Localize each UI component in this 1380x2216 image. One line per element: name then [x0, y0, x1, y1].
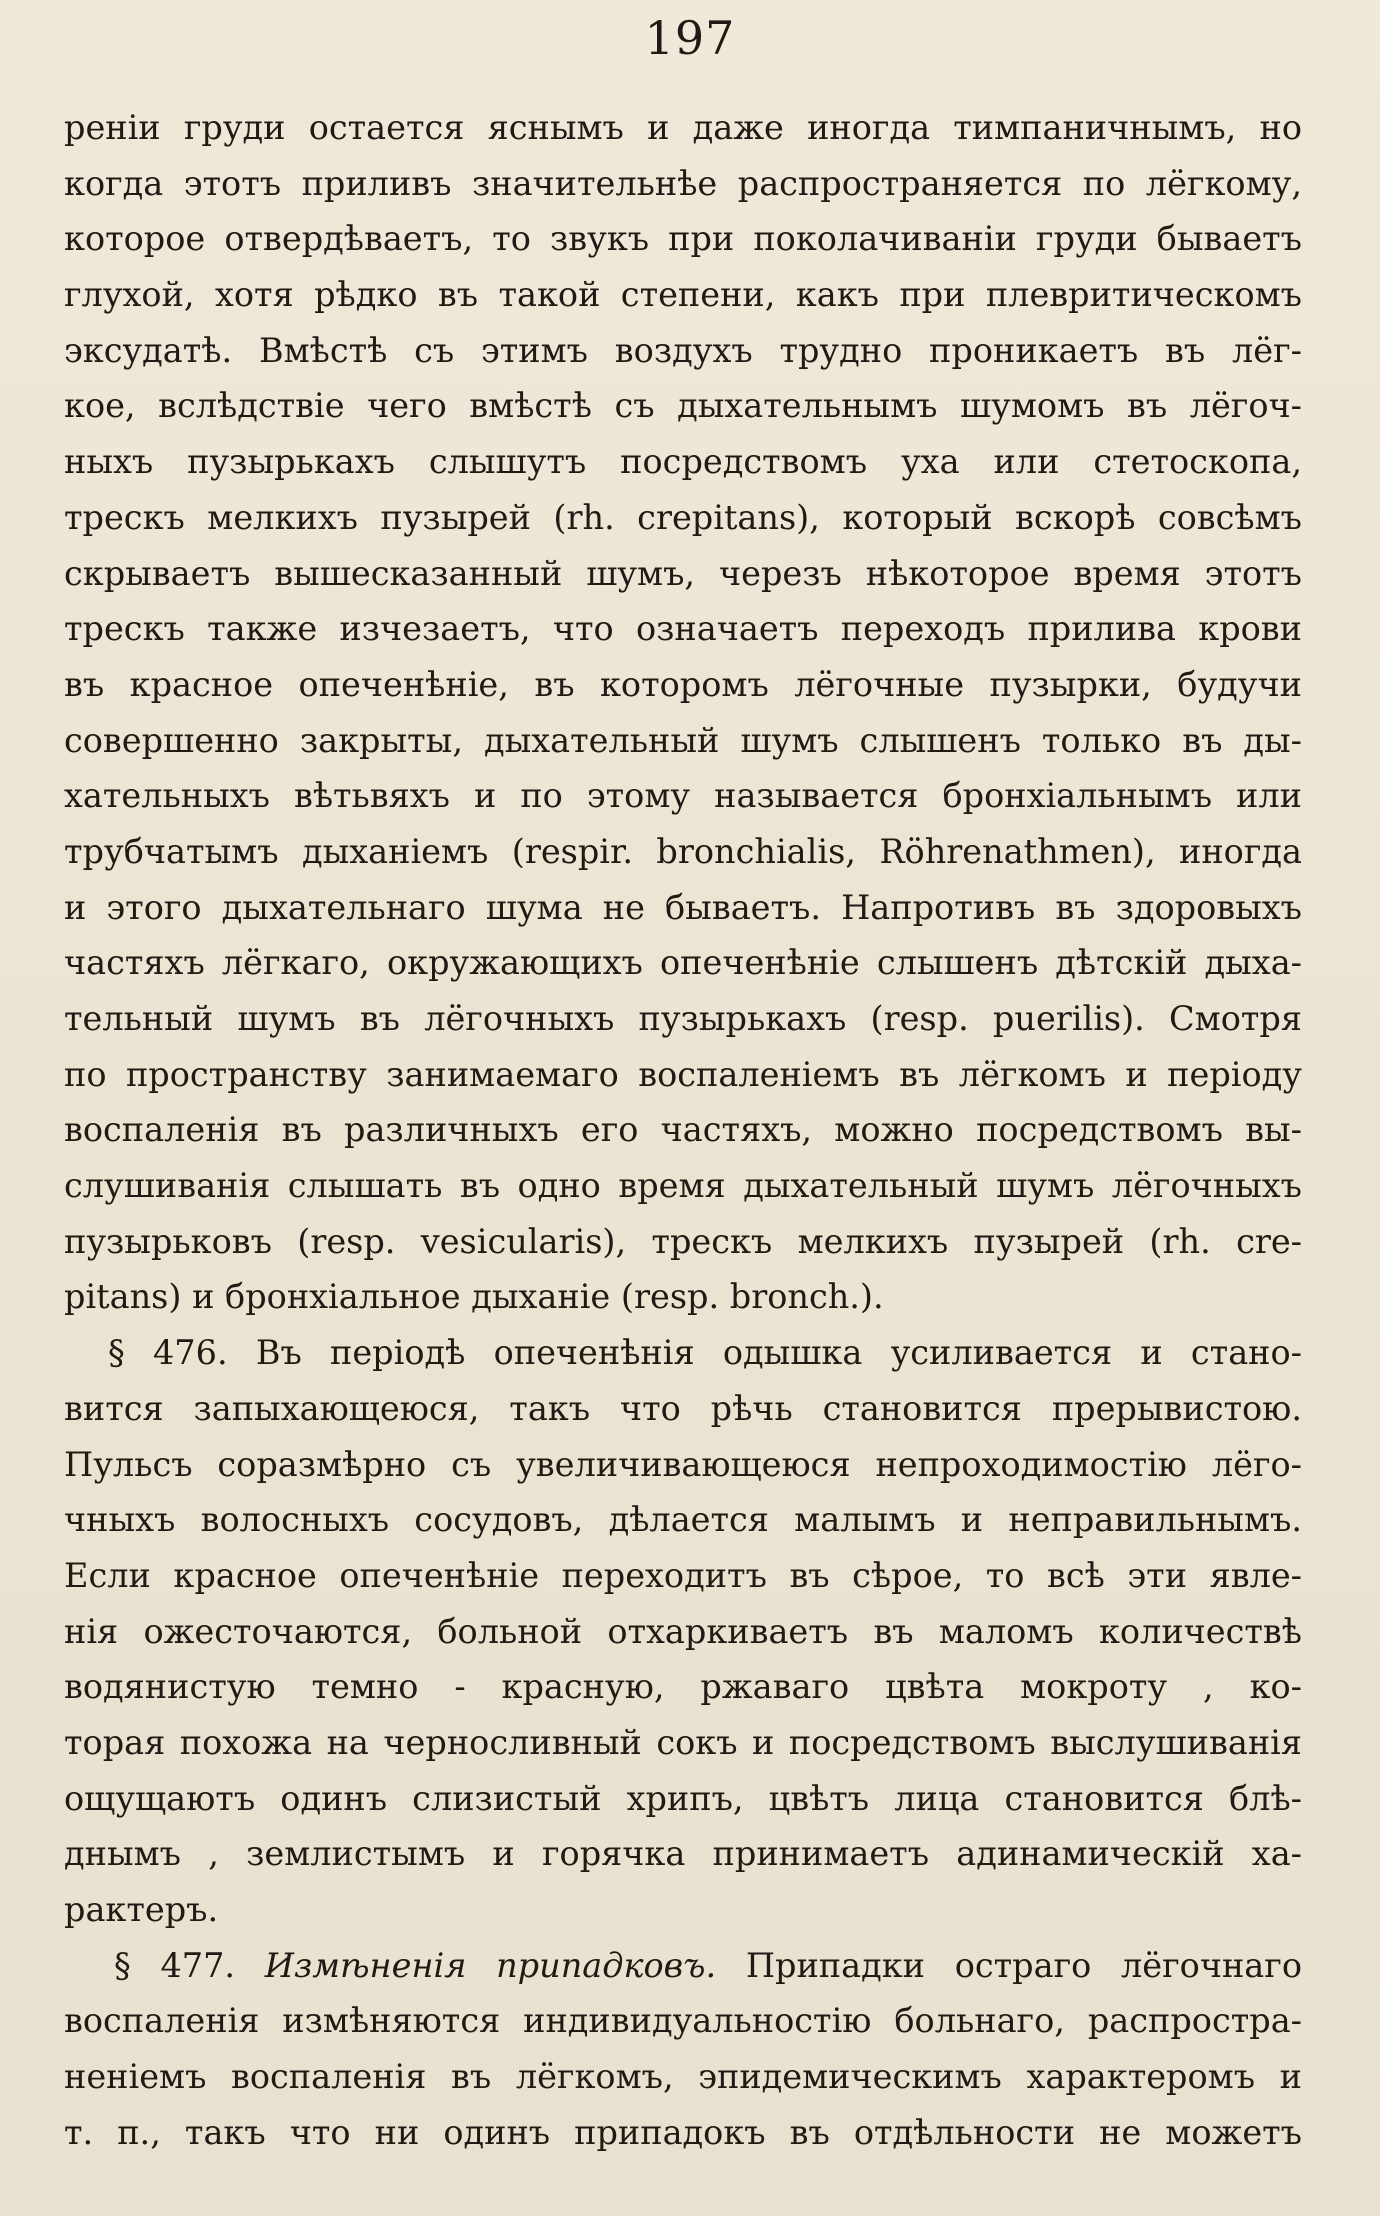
- text-line: ненiемъ воспаленiя въ лёгкомъ, эпидемическимъ характеромъ и: [64, 2057, 1302, 2097]
- text-line: ощущаютъ одинъ слизистый хрипъ, цвѣтъ лица становится блѣ-: [64, 1778, 1302, 1818]
- text-line: нiя ожесточаются, больной отхаркиваетъ въ маломъ количествѣ: [64, 1611, 1302, 1651]
- text-line: днымъ , землистымъ и горячка принимаетъ адинамическiй ха-: [64, 1834, 1302, 1874]
- section-477-heading: [64, 1938, 1302, 1994]
- text-line: по пространству занимаемаго воспаленiемъ въ лёгкомъ и перiоду: [64, 1054, 1302, 1094]
- text-line: пузырьковъ (resp. vesicularis), трескъ мелкихъ пузырей (rh. cre-: [64, 1221, 1302, 1261]
- text-line: эксудатѣ. Вмѣстѣ съ этимъ воздухъ трудно проникаетъ въ лёг-: [64, 330, 1302, 370]
- text-line: и этого дыхательнаго шума не бываетъ. Напротивъ въ здоровыхъ: [64, 887, 1302, 927]
- text-line: которое отвердѣваетъ, то звукъ при поколачиванiи груди бываетъ: [64, 219, 1302, 259]
- text-line: Пульсъ соразмѣрно съ увеличивающеюся непроходимостiю лёго-: [64, 1444, 1302, 1484]
- text-line: воспаленiя въ различныхъ его частяхъ, можно посредствомъ вы-: [64, 1110, 1302, 1150]
- text-line: ренiи груди остается яснымъ и даже иногда тимпаничнымъ, но: [64, 108, 1302, 147]
- text-line: хательныхъ вѣтьвяхъ и по этому называется бронхiальнымъ или: [64, 776, 1302, 816]
- text-line: вится запыхающеюся, такъ что рѣчь становится прерывистою.: [64, 1388, 1302, 1428]
- text-line: воспаленiя измѣняются индивидуальностiю больнаго, распростра-: [64, 2001, 1302, 2041]
- text-line: трескъ мелкихъ пузырей (rh. crepitans), который вскорѣ совсѣмъ: [64, 497, 1302, 537]
- text-line: тельный шумъ въ лёгочныхъ пузырькахъ (resp. puerilis). Смотря: [64, 999, 1302, 1038]
- text-line: трубчатымъ дыханiемъ (respir. bronchialis, Röhrenathmen), иногда: [64, 831, 1302, 871]
- section-number: § 477.: [114, 1945, 265, 1985]
- section-476-heading: § 476. Въ перiодѣ опеченѣнiя одышка усиливается и стано-: [108, 1333, 1302, 1373]
- text-line: когда этотъ приливъ значительнѣе распространяется по лёгкому,: [64, 163, 1302, 203]
- text-line: торая похожа на черносливный сокъ и посредствомъ выслушиванiя: [64, 1722, 1302, 1762]
- text-line: водянистую темно - красную, ржаваго цвѣта мокроту , ко-: [64, 1667, 1302, 1707]
- text-line: pitans) и бронхiальное дыханiе (resp. bronch.).: [64, 1277, 884, 1317]
- text-line: чныхъ волосныхъ сосудовъ, дѣлается малымъ и неправильнымъ.: [64, 1500, 1302, 1540]
- text-line: слушиванiя слышать въ одно время дыхательный шумъ лёгочныхъ: [64, 1166, 1302, 1206]
- section-title: Измѣненiя припадковъ.: [264, 1945, 717, 1985]
- body-text: [64, 100, 1302, 2160]
- text-line: глухой, хотя рѣдко въ такой степени, какъ при плевритическомъ: [64, 275, 1302, 315]
- text-line: Если красное опеченѣнiе переходитъ въ сѣрое, то всѣ эти явле-: [64, 1555, 1302, 1595]
- text-line: рактеръ.: [64, 1890, 219, 1929]
- text-line: трескъ также изчезаетъ, что означаетъ переходъ прилива крови: [64, 609, 1302, 649]
- text-line: въ красное опеченѣнiе, въ которомъ лёгочные пузырки, будучи: [64, 664, 1302, 704]
- text-line: ныхъ пузырькахъ слышутъ посредствомъ уха или стетоскопа,: [64, 442, 1302, 482]
- text-line: т. п., такъ что ни одинъ припадокъ въ отдѣльности не можетъ: [64, 2112, 1302, 2152]
- page-number: 197: [644, 11, 736, 65]
- text-line: совершенно закрыты, дыхательный шумъ слышенъ только въ ды-: [64, 720, 1302, 760]
- text-line: кое, вслѣдствiе чего вмѣстѣ съ дыхательнымъ шумомъ въ лёгоч-: [64, 386, 1302, 426]
- text-line: скрываетъ вышесказанный шумъ, черезъ нѣкоторое время этотъ: [64, 553, 1302, 593]
- text-line: частяхъ лёгкаго, окружающихъ опеченѣнiе слышенъ дѣтскiй дыха-: [64, 943, 1302, 983]
- section-text: Припадки остраго лёгочнаго: [716, 1945, 1302, 1985]
